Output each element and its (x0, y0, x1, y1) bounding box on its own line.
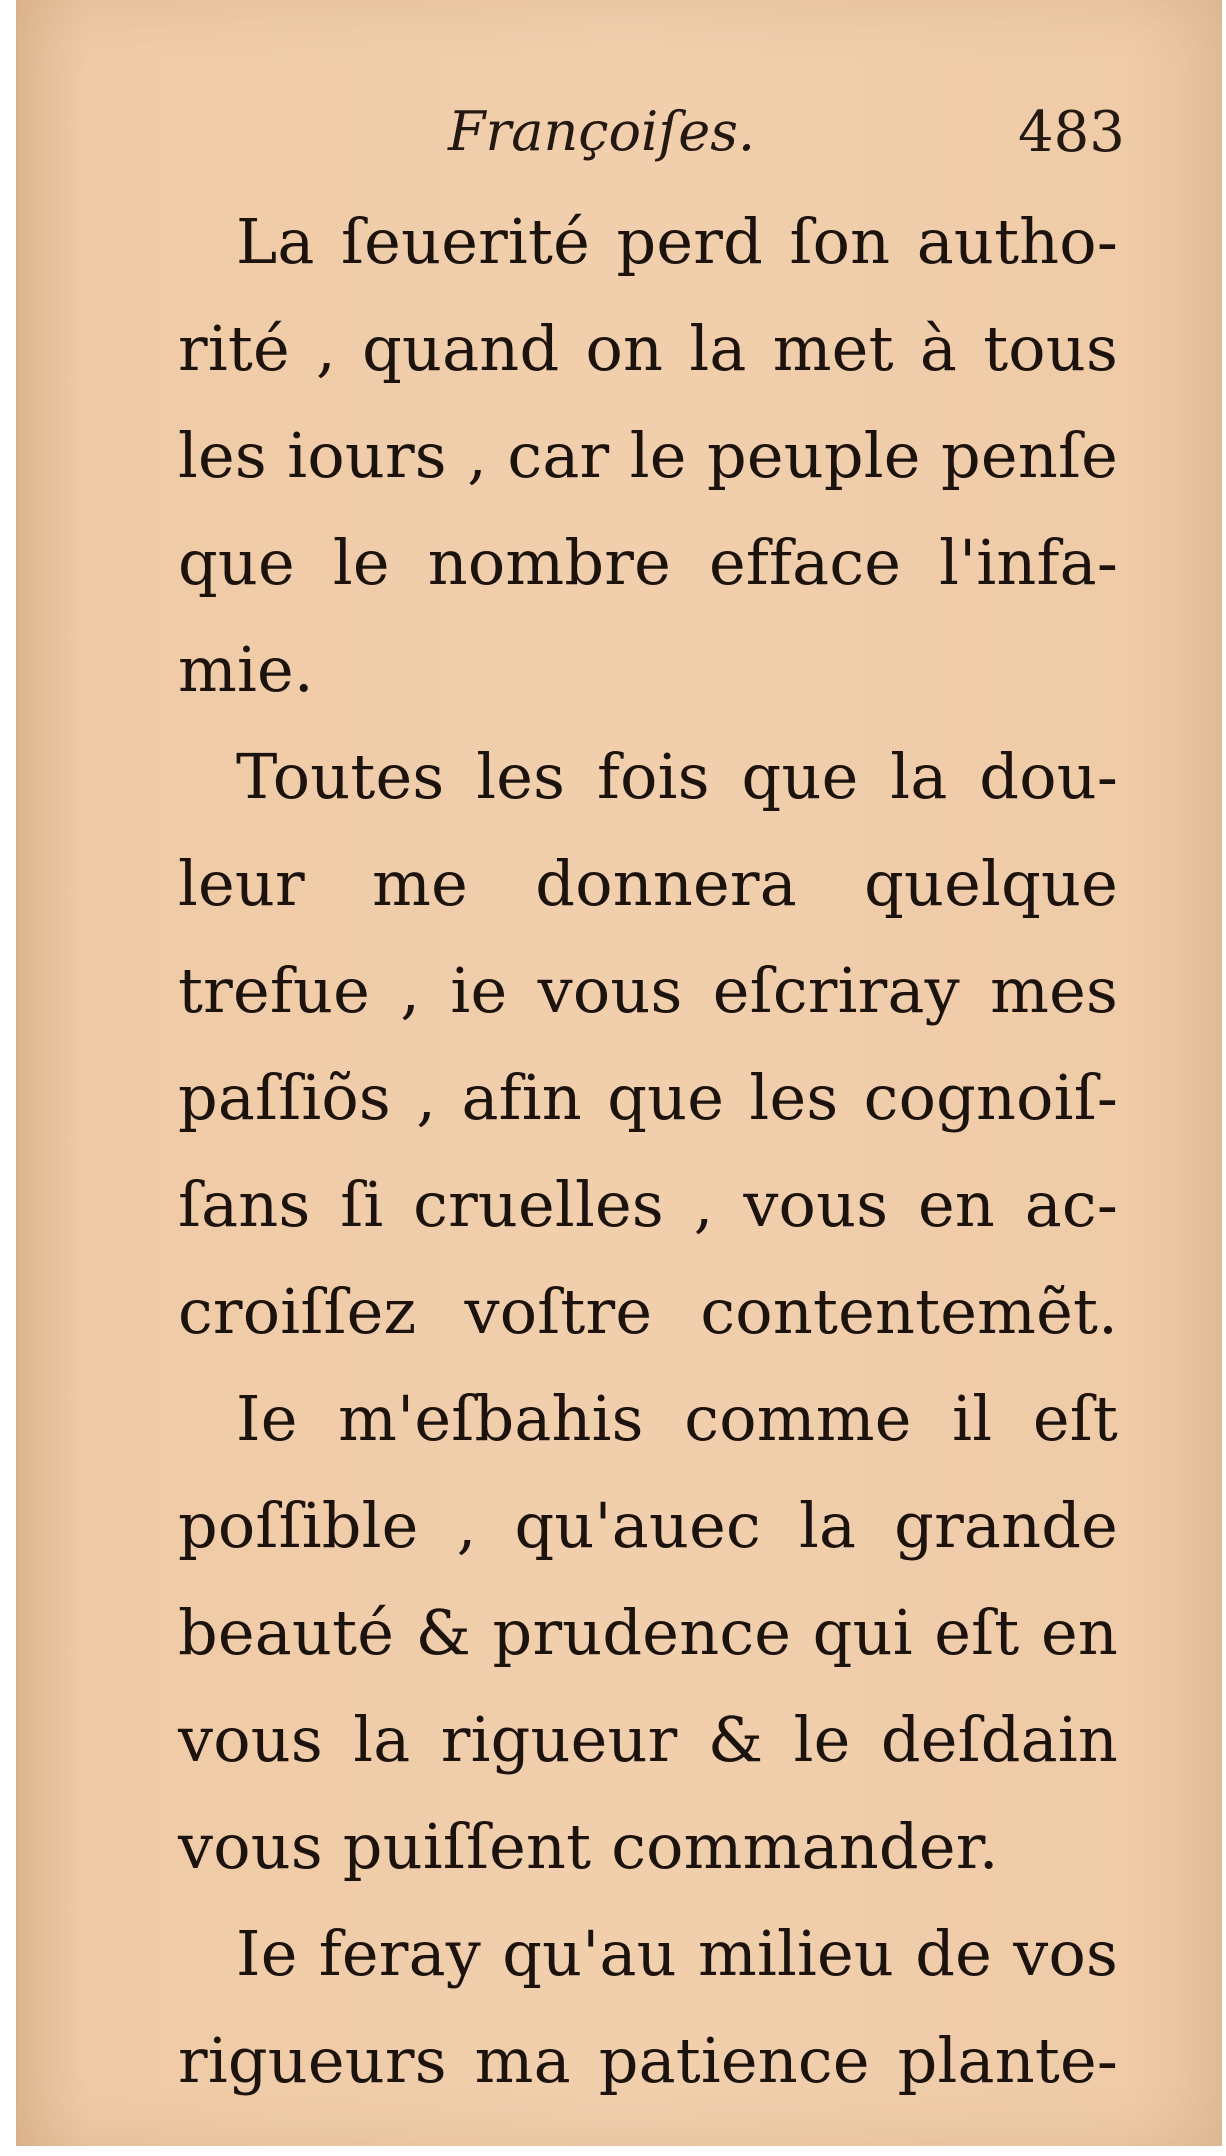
text-line: beauté & prudence qui eſt en (178, 1596, 1118, 1669)
text-line: ſans ſi cruelles , vous en ac- (178, 1168, 1118, 1241)
text-line: vous puiſſent commander. (178, 1810, 999, 1883)
text-line: poſſible , qu'auec la grande (178, 1489, 1118, 1562)
text-line: croiſſez voſtre contentemẽt. (178, 1275, 1118, 1348)
text-line: Ie m'eſbahis comme il eſt (236, 1382, 1118, 1455)
text-line: trefue , ie vous eſcriray mes (178, 954, 1118, 1027)
text-line: rité , quand on la met à tous (178, 312, 1118, 385)
text-line: Ie feray qu'au milieu de vos (236, 1917, 1118, 1990)
text-line: Toutes les fois que la dou- (236, 740, 1118, 813)
book-page (16, 0, 1222, 2146)
text-line: leur me donnera quelque (178, 847, 1118, 920)
text-line: mie. (178, 633, 314, 706)
text-line: vous la rigueur & le deſdain (178, 1703, 1118, 1776)
text-line: paſſiõs , afin que les cognoiſ- (178, 1061, 1118, 1134)
page-number: 483 (1018, 100, 1125, 165)
text-line: que le nombre efface l'infa- (178, 526, 1118, 599)
page-header (18, 100, 1222, 180)
text-line: les iours , car le peuple penſe (178, 419, 1118, 492)
text-line: La ſeuerité perd ſon autho- (236, 205, 1118, 278)
text-line: rigueurs ma patience plante- (178, 2024, 1118, 2097)
running-title: Françoiſes. (448, 100, 756, 163)
body-text (178, 188, 1118, 2114)
